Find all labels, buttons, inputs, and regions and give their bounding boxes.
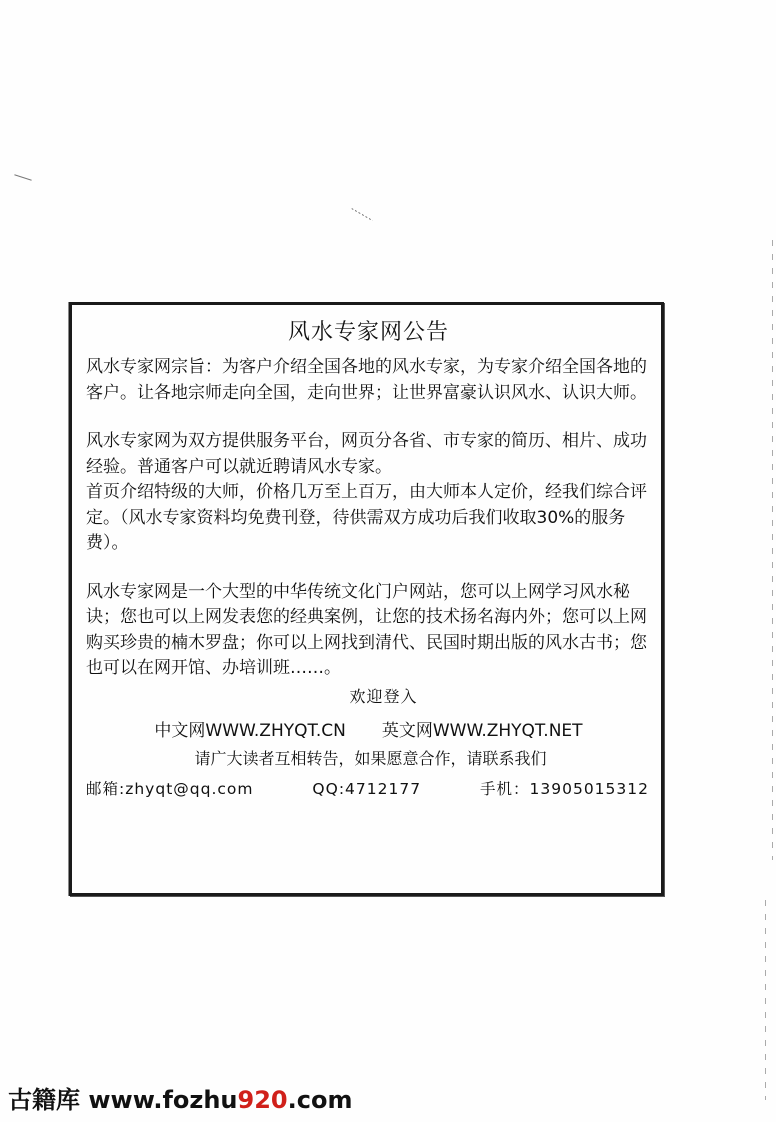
notice-paragraph-platform: 风水专家网为双方提供服务平台，网页分各省、市专家的简历、相片、成功经验。普通客户可以就近聘请风水专家。: [86, 431, 647, 477]
scan-edge: [772, 240, 773, 860]
website-english: 英文网WWW.ZHYQT.NET: [381, 720, 583, 741]
contact-phone: 手机：13905015312: [480, 779, 649, 798]
scan-edge: [765, 900, 766, 1100]
contact-email: 邮箱:zhyqt@qq.com: [86, 779, 254, 798]
website-chinese: 中文网WWW.ZHYQT.CN: [154, 720, 346, 741]
site-watermark: [8, 1080, 352, 1115]
watermark-prefix: 古籍库 www.fozhu: [8, 1086, 238, 1114]
notice-paragraph-pricing: 首页介绍特级的大师，价格几万至上百万，由大师本人定价，经我们综合评定。（风水专家资料均免费刊登，待供需双方成功后我们收取30%的服务费）。: [86, 482, 647, 553]
notice-title: 风水专家网公告: [287, 320, 449, 345]
website-list: [86, 716, 651, 746]
notice-paragraph-mission: 风水专家网宗旨：为客户介绍全国各地的风水专家，为专家介绍全国各地的客户。让各地宗师走向全国，走向世界；让世界富豪认识风水、认识大师。: [86, 357, 647, 403]
notice-paragraph-portal: 风水专家网是一个大型的中华传统文化门户网站，您可以上网学习风水秘诀；您也可以上网发表您的经典案例，让您的技术扬名海内外；您可以上网购买珍贵的楠木罗盘；你可以上网找到清代、民国时期出版的风水古书；您也可以在网开馆、办培训班……。: [86, 581, 647, 678]
scan-artifact: [14, 174, 31, 181]
scan-artifact: [351, 208, 372, 221]
contact-info: [86, 774, 651, 804]
watermark-suffix: .com: [287, 1086, 353, 1114]
welcome-text: 欢迎登入: [349, 686, 418, 706]
watermark-number: 920: [237, 1086, 288, 1114]
forward-request: 请广大读者互相转告，如果愿意合作，请联系我们: [194, 748, 547, 768]
contact-qq: QQ:4712177: [312, 779, 422, 798]
notice-box: [69, 302, 664, 896]
